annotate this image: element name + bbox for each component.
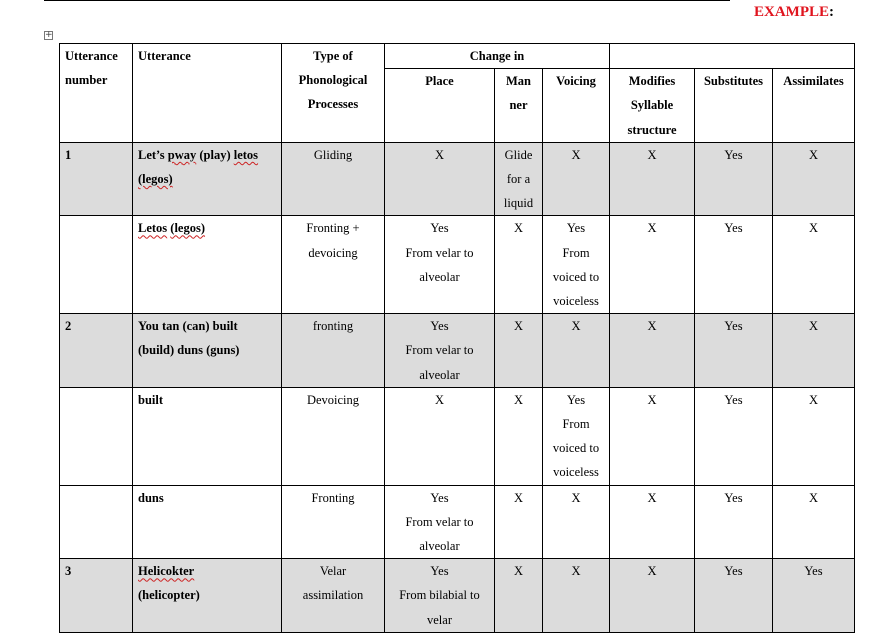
- table-row: [60, 314, 855, 388]
- cell-utterance-number: 3: [60, 559, 133, 633]
- cell-manner: X: [495, 559, 543, 633]
- table-row: [60, 485, 855, 559]
- cell-type: fronting: [282, 314, 385, 388]
- cell-voicing: X: [543, 314, 610, 388]
- cell-place: Yes From velar to alveolar: [385, 485, 495, 559]
- cell-substitutes: Yes: [695, 559, 773, 633]
- cell-place: Yes From velar to alveolar: [385, 216, 495, 314]
- cell-place: Yes From bilabial to velar: [385, 559, 495, 633]
- cell-type: Devoicing: [282, 387, 385, 485]
- header-substitutes: Substitutes: [695, 69, 773, 143]
- table-row: [60, 216, 855, 314]
- cell-type: Fronting: [282, 485, 385, 559]
- cell-modifies: X: [610, 485, 695, 559]
- cell-modifies: X: [610, 314, 695, 388]
- cell-voicing: X: [543, 485, 610, 559]
- header-place: Place: [385, 69, 495, 143]
- cell-utterance-number: [60, 485, 133, 559]
- phonological-processes-table: [59, 43, 855, 633]
- cell-utterance-number: [60, 216, 133, 314]
- cell-manner: X: [495, 314, 543, 388]
- top-rule: [44, 0, 730, 1]
- cell-substitutes: Yes: [695, 485, 773, 559]
- cell-substitutes: Yes: [695, 387, 773, 485]
- cell-utterance: Let’s pway (play) letos (legos): [133, 142, 282, 216]
- cell-manner: X: [495, 485, 543, 559]
- cell-utterance-number: 1: [60, 142, 133, 216]
- example-label: EXAMPLE: [754, 4, 829, 20]
- header-utterance-number: Utterance number: [60, 44, 133, 143]
- header-utterance: Utterance: [133, 44, 282, 143]
- cell-type: Velar assimilation: [282, 559, 385, 633]
- header-assimilates: Assimilates: [773, 69, 855, 143]
- cell-modifies: X: [610, 387, 695, 485]
- cell-place: Yes From velar to alveolar: [385, 314, 495, 388]
- header-row-1: [60, 44, 855, 69]
- cell-place: X: [385, 387, 495, 485]
- cell-assimilates: X: [773, 142, 855, 216]
- cell-modifies: X: [610, 216, 695, 314]
- cell-utterance: Helicokter (helicopter): [133, 559, 282, 633]
- table-row: [60, 559, 855, 633]
- table-row: [60, 142, 855, 216]
- cell-type: Fronting + devoicing: [282, 216, 385, 314]
- cell-manner: X: [495, 216, 543, 314]
- cell-utterance: built: [133, 387, 282, 485]
- table-body: [60, 142, 855, 632]
- example-colon: :: [829, 4, 834, 20]
- cell-place: X: [385, 142, 495, 216]
- cell-utterance-number: [60, 387, 133, 485]
- cell-manner: X: [495, 387, 543, 485]
- cell-voicing: X: [543, 142, 610, 216]
- cell-voicing: Yes From voiced to voiceless: [543, 387, 610, 485]
- cell-voicing: X: [543, 559, 610, 633]
- cell-type: Gliding: [282, 142, 385, 216]
- cell-substitutes: Yes: [695, 216, 773, 314]
- cell-assimilates: X: [773, 387, 855, 485]
- header-change-in: Change in: [385, 44, 610, 69]
- header-type: Type of Phonological Processes: [282, 44, 385, 143]
- cell-substitutes: Yes: [695, 314, 773, 388]
- cell-assimilates: X: [773, 216, 855, 314]
- table-move-handle-icon[interactable]: +: [45, 30, 53, 40]
- example-heading: [754, 4, 834, 21]
- cell-voicing: Yes From voiced to voiceless: [543, 216, 610, 314]
- header-modifies: Modifies Syllable structure: [610, 69, 695, 143]
- header-manner: Man ner: [495, 69, 543, 143]
- cell-assimilates: X: [773, 485, 855, 559]
- cell-utterance: Letos (legos): [133, 216, 282, 314]
- header-blank: [610, 44, 855, 69]
- cell-manner: Glide for a liquid: [495, 142, 543, 216]
- cell-modifies: X: [610, 559, 695, 633]
- table-row: [60, 387, 855, 485]
- cell-utterance: duns: [133, 485, 282, 559]
- cell-utterance: You tan (can) built (build) duns (guns): [133, 314, 282, 388]
- cell-assimilates: Yes: [773, 559, 855, 633]
- cell-substitutes: Yes: [695, 142, 773, 216]
- cell-assimilates: X: [773, 314, 855, 388]
- cell-utterance-number: 2: [60, 314, 133, 388]
- cell-modifies: X: [610, 142, 695, 216]
- header-voicing: Voicing: [543, 69, 610, 143]
